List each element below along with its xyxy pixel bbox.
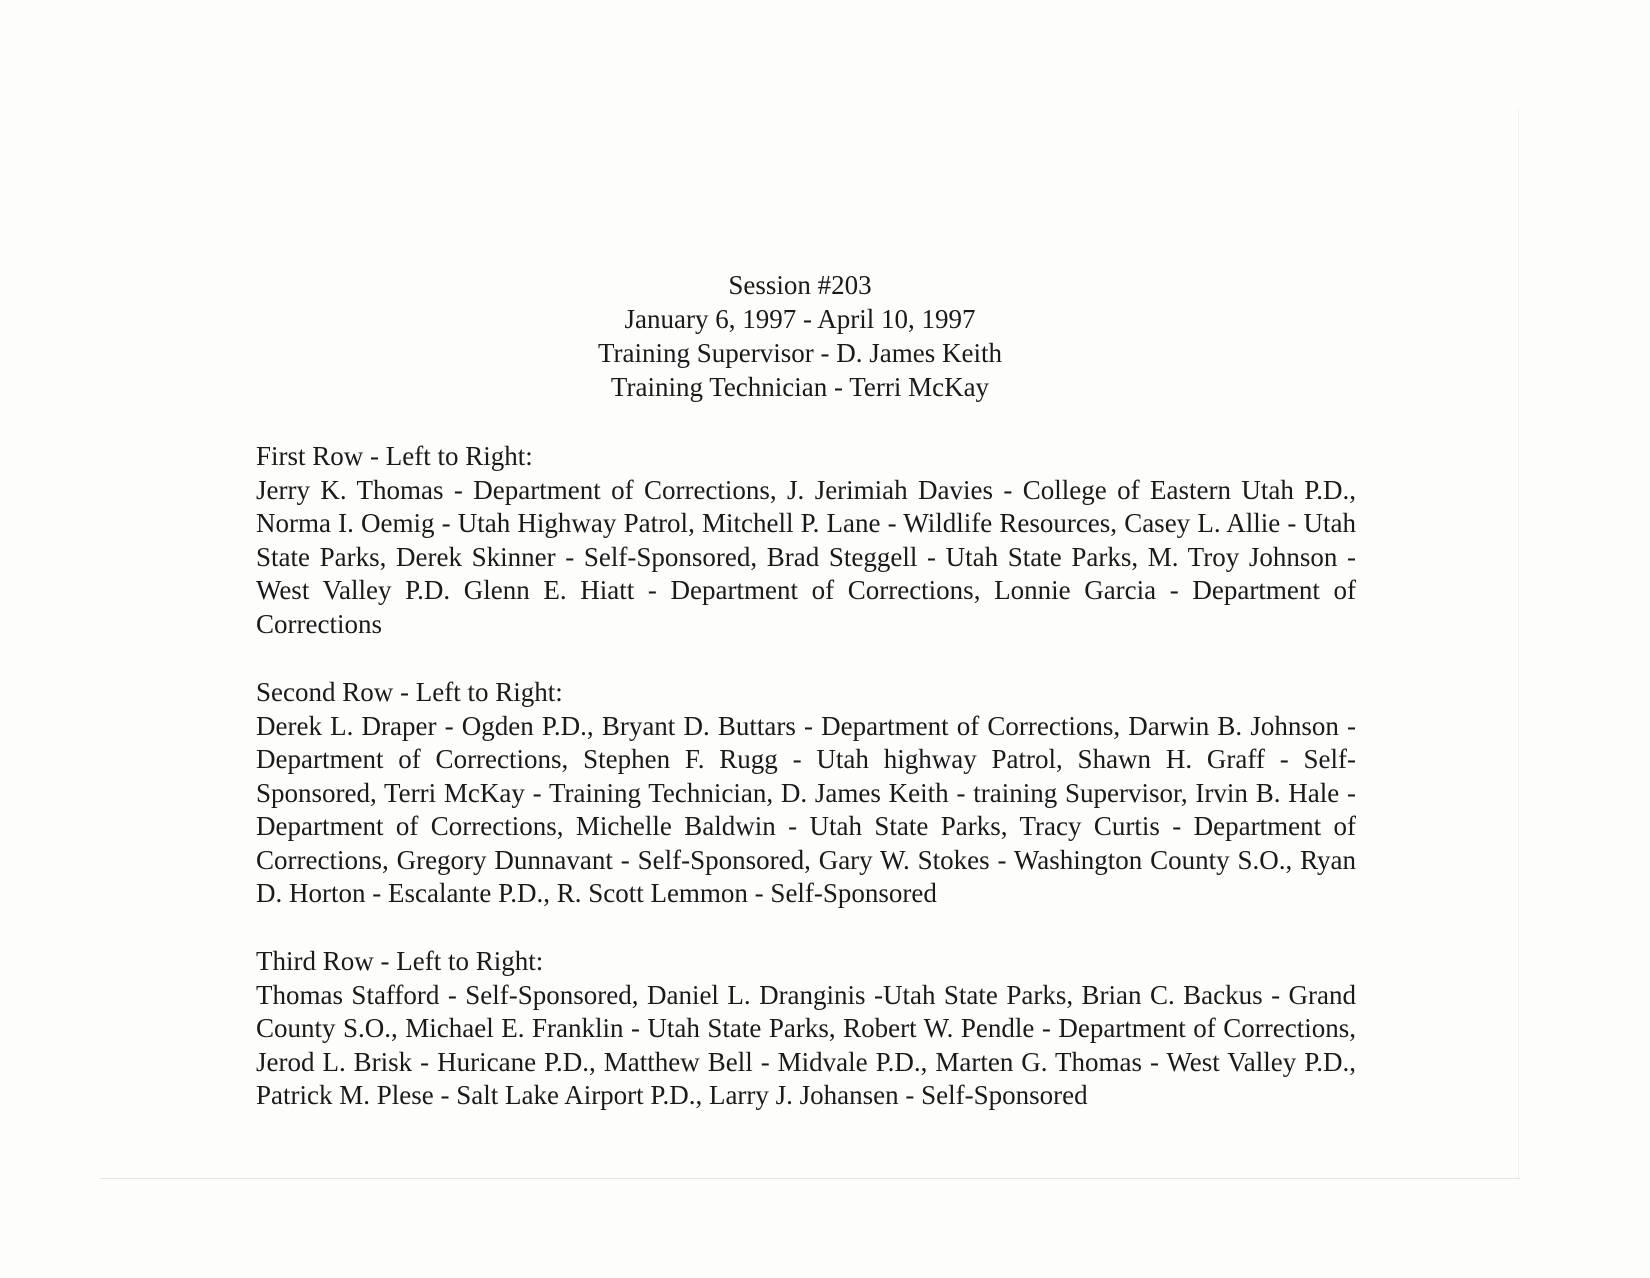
document-header	[470, 268, 1130, 404]
second-row-section	[256, 676, 1356, 911]
second-row-heading: Second Row - Left to Right:	[256, 677, 563, 707]
first-row-names: Jerry K. Thomas - Department of Corrections, J. Jerimiah Davies - College of Eastern Utah P.D., Norma I. Oemig - Utah Highway Patrol, Mitchell P. Lane - Wildlife Resources, Casey L. Allie - Utah State Parks, Derek Skinner - Self-Sponsored, Brad Steggell - Utah State Parks, M. Troy Johnson - West Valley P.D. Glenn E. Hiatt - Department of Corrections, Lonnie Garcia - Department of Corrections	[256, 474, 1356, 639]
session-number: Session #203	[728, 270, 872, 300]
page-edge-divider	[1518, 110, 1519, 1178]
first-row-heading: First Row - Left to Right:	[256, 441, 533, 471]
session-dates: January 6, 1997 - April 10, 1997	[624, 304, 976, 334]
training-supervisor: Training Supervisor - D. James Keith	[598, 338, 1002, 368]
third-row-names: Thomas Stafford - Self-Sponsored, Daniel L. Dranginis -Utah State Parks, Brian C. Backus - Grand County S.O., Michael E. Franklin - Utah State Parks, Robert W. Pendle - Department of Corrections, Jerod L. Brisk - Huricane P.D., Matthew Bell - Midvale P.D., Marten G. Thomas - West Valley P.D., Patrick M. Plese - Salt Lake Airport P.D., Larry J. Johansen - Self-Sponsored	[256, 979, 1356, 1110]
second-row-names: Derek L. Draper - Ogden P.D., Bryant D. Buttars - Department of Corrections, Darwin B. Johnson - Department of Corrections, Stephen F. Rugg - Utah highway Patrol, Shawn H. Graff - Self-Sponsored, Terri McKay - Training Technician, D. James Keith - training Supervisor, Irvin B. Hale - Department of Corrections, Michelle Baldwin - Utah State Parks, Tracy Curtis - Department of Corrections, Gregory Dunnavant - Self-Sponsored, Gary W. Stokes - Washington County S.O., Ryan D. Horton - Escalante P.D., R. Scott Lemmon - Self-Sponsored	[256, 710, 1356, 908]
training-technician: Training Technician - Terri McKay	[610, 372, 990, 402]
first-row-section	[256, 440, 1356, 641]
third-row-heading: Third Row - Left to Right:	[256, 946, 544, 976]
third-row-section	[256, 945, 1356, 1113]
page-edge-divider	[100, 1178, 1520, 1179]
